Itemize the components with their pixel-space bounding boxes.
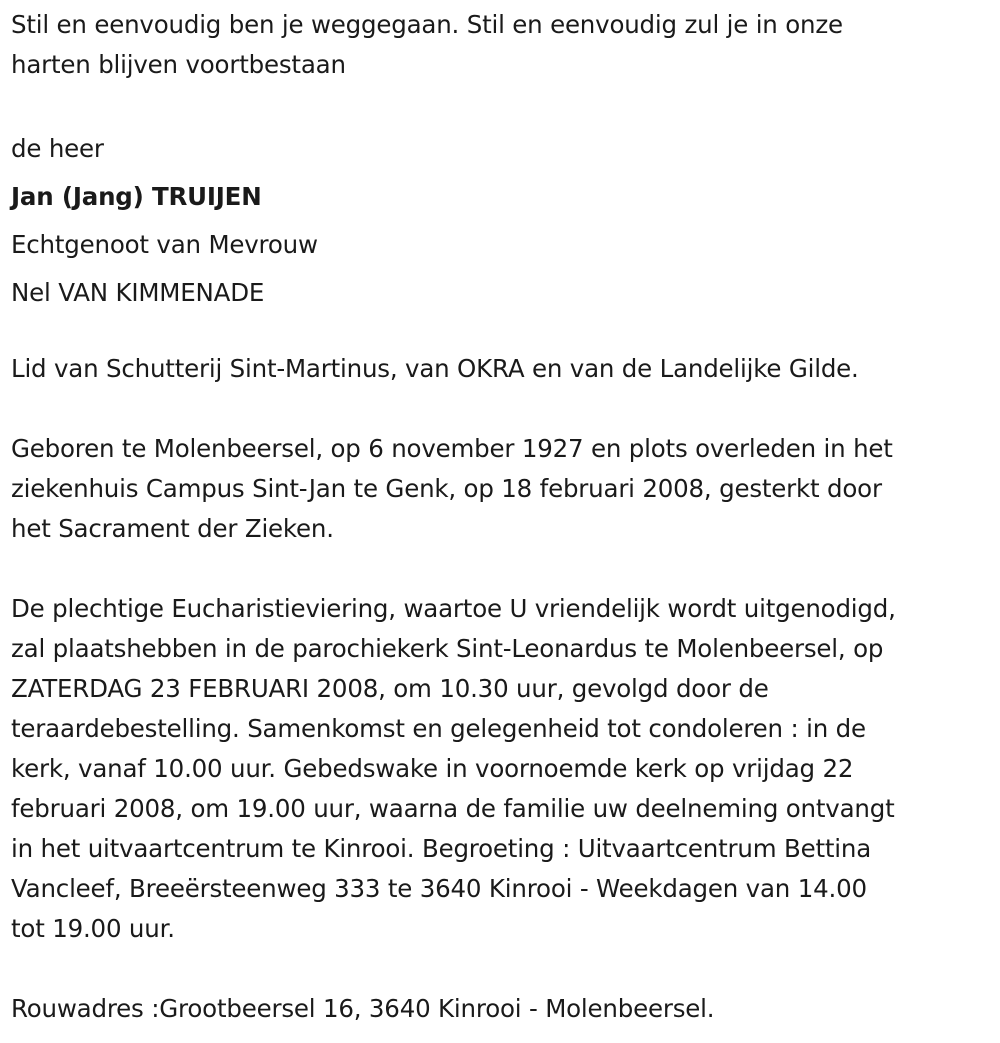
membership-paragraph: Lid van Schutterij Sint-Martinus, van OKRA en van de Landelijke Gilde. bbox=[11, 354, 859, 383]
blank-line bbox=[11, 549, 996, 589]
paragraph-line: februari 2008, om 19.00 uur, waarna de familie uw deelneming ontvangt bbox=[11, 794, 895, 823]
paragraph-line: tot 19.00 uur. bbox=[11, 914, 175, 943]
paragraph-line: kerk, vanaf 10.00 uur. Gebedswake in voornoemde kerk op vrijdag 22 bbox=[11, 754, 854, 783]
salutation: de heer bbox=[11, 134, 104, 163]
paragraph-line: het Sacrament der Zieken. bbox=[11, 514, 334, 543]
paragraph-line: De plechtige Eucharistieviering, waartoe U vriendelijk wordt uitgenodigd, bbox=[11, 594, 896, 623]
paragraph-line: in het uitvaartcentrum te Kinrooi. Begroeting : Uitvaartcentrum Bettina bbox=[11, 834, 872, 863]
blank-line bbox=[11, 949, 996, 989]
paragraph-line: ziekenhuis Campus Sint-Jan te Genk, op 18 februari 2008, gesterkt door bbox=[11, 474, 882, 503]
spouse-name: Nel VAN KIMMENADE bbox=[11, 278, 265, 307]
deceased-name-block bbox=[11, 125, 996, 317]
intro-verse-line: harten blijven voortbestaan bbox=[11, 50, 346, 79]
paragraph-line: ZATERDAG 23 FEBRUARI 2008, om 10.30 uur, gevolgd door de bbox=[11, 674, 769, 703]
death-notice-document bbox=[11, 5, 996, 1029]
paragraph-line: Geboren te Molenbeersel, op 6 november 1927 en plots overleden in het bbox=[11, 434, 893, 463]
blank-line bbox=[11, 317, 996, 349]
blank-line bbox=[11, 389, 996, 429]
deceased-name: Jan (Jang) TRUIJEN bbox=[11, 182, 262, 211]
blank-line bbox=[11, 85, 996, 125]
paragraph-line: teraardebestelling. Samenkomst en gelegenheid tot condoleren : in de bbox=[11, 714, 866, 743]
intro-verse-line: Stil en eenvoudig ben je weggegaan. Stil en eenvoudig zul je in onze bbox=[11, 10, 843, 39]
paragraph-line: Vancleef, Breeërsteenweg 333 te 3640 Kinrooi - Weekdagen van 14.00 bbox=[11, 874, 867, 903]
ceremony-paragraph bbox=[11, 589, 996, 949]
intro-verse bbox=[11, 5, 996, 85]
paragraph-line: zal plaatshebben in de parochiekerk Sint-Leonardus te Molenbeersel, op bbox=[11, 634, 884, 663]
birth-death-paragraph bbox=[11, 429, 996, 549]
mourning-address: Rouwadres :Grootbeersel 16, 3640 Kinrooi - Molenbeersel. bbox=[11, 994, 715, 1023]
spouse-line: Echtgenoot van Mevrouw bbox=[11, 230, 318, 259]
